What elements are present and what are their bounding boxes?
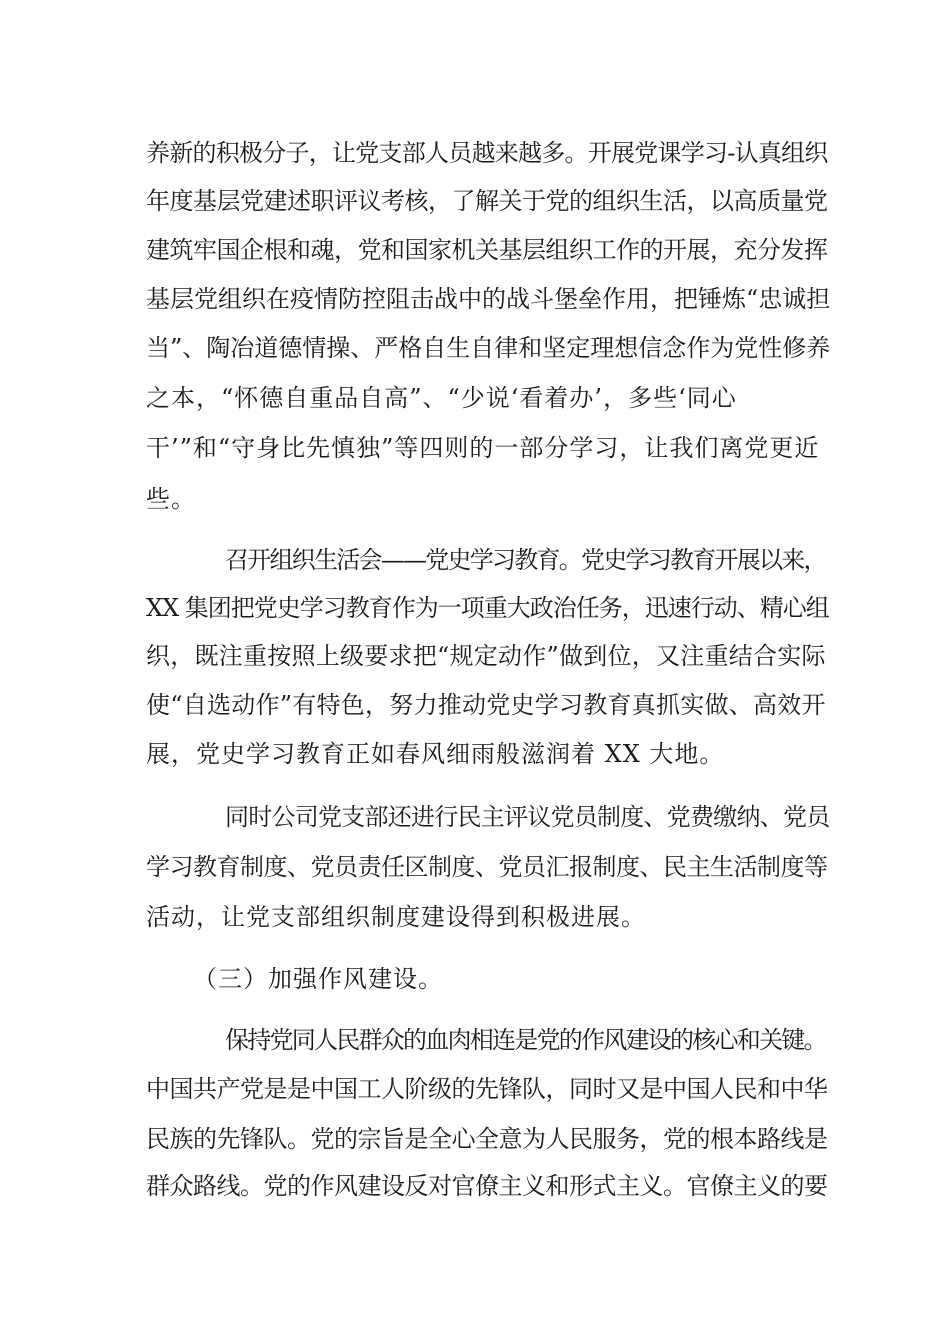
text-line: 群众路线。党的作风建设反对官僚主义和形式主义。官僚主义的要 — [146, 1172, 828, 1200]
text-line: 当”、陶冶道德情操、严格自生自律和坚定理想信念作为党性修养 — [146, 334, 831, 362]
text-line: 学习教育制度、党员责任区制度、党员汇报制度、民主生活制度等 — [146, 853, 828, 881]
paragraph-first-line: 召开组织生活会——党史学习教育。党史学习教育开展以来， — [225, 546, 826, 574]
text-line: 中国共产党是是中国工人阶级的先锋队，同时又是中国人民和中华 — [146, 1075, 828, 1103]
text-line: 干’”和“守身比先慎独”等四则的一部分学习，让我们离党更近 — [146, 434, 820, 462]
text-line: 年度基层党建述职评议考核，了解关于党的组织生活，以高质量党 — [146, 187, 828, 215]
text-line: 使“自选动作”有特色，努力推动党史学习教育真抓实做、高效开 — [146, 691, 826, 719]
text-line: 展，党史学习教育正如春风细雨般滋润着 XX 大地。 — [146, 740, 725, 768]
text-line: 些。 — [146, 485, 196, 513]
text-line: 建筑牢国企根和魂，党和国家机关基层组织工作的开展，充分发挥 — [146, 236, 828, 264]
text-line: XX 集团把党史学习教育作为一项重大政治任务，迅速行动、精心组 — [146, 594, 829, 622]
text-line: 民族的先锋队。党的宗旨是全心全意为人民服务，党的根本路线是 — [146, 1125, 828, 1153]
section-heading: （三）加强作风建设。 — [193, 965, 443, 993]
paragraph-first-line: 保持党同人民群众的血肉相连是党的作风建设的核心和关键。 — [225, 1026, 826, 1054]
text-line: 之本，“怀德自重品自高”、“少说‘看着办’，多些‘同心 — [146, 384, 737, 412]
text-line: 活动，让党支部组织制度建设得到积极进展。 — [146, 903, 646, 931]
paragraph-first-line: 同时公司党支部还进行民主评议党员制度、党费缴纳、党员 — [225, 803, 830, 831]
text-line: 养新的积极分子，让党支部人员越来越多。开展党课学习-认真组织 — [146, 139, 828, 167]
text-line: 织，既注重按照上级要求把“规定动作”做到位，又注重结合实际 — [146, 642, 826, 670]
text-line: 基层党组织在疫情防控阻击战中的战斗堡垒作用，把锤炼“忠诚担 — [146, 285, 831, 313]
